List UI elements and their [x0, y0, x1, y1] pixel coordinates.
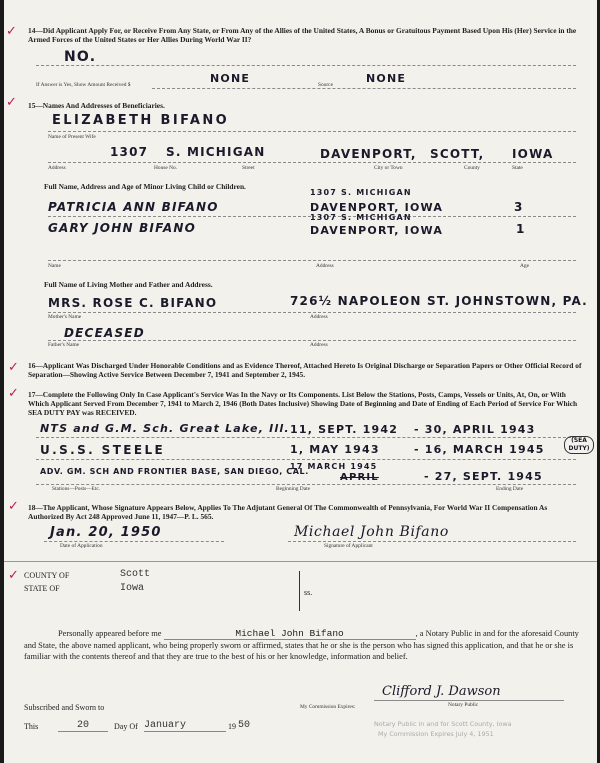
sea-duty-note: (SEA DUTY): [564, 436, 594, 454]
wife-house-number: 1307: [110, 145, 149, 159]
q14-source-label: Source: [318, 82, 333, 88]
year-prefix: 19: [228, 722, 236, 731]
child-1-name: PATRICIA ANN BIFANO: [48, 200, 219, 214]
notary-stamp-line-2: My Commission Expires July 4, 1951: [378, 730, 494, 738]
station-3-end: - 27, SEPT. 1945: [424, 470, 543, 483]
child-2-name: GARY JOHN BIFANO: [48, 221, 197, 235]
station-3-struck: APRIL: [340, 472, 379, 483]
child-1-address-street: 1307 S. MICHIGAN: [310, 188, 412, 197]
q17-text: 17—Complete the Following Only In Case Applicant's Service Was In the Navy or Its Components. List Below the Stations, Posts, Camps, Vessels or Units, At, On, or With Which Applicant Served From December 7, 1941 to March 2, 1946 (Both Dates Inclusive) Showing Date of Beginning and Date of Ending of Each Period of Service For Which SEA DUTY PAY was RECEIVED.: [28, 390, 578, 417]
station-2-begin: 1, MAY 1943: [290, 443, 380, 456]
q14-question: 14—Did Applicant Apply For, or Receive From Any State, or From Any of the Allies of the United States, A Bonus or Gratuitous Payment Based Upon His (Her) Service in the Armed Forces of the United States or Her Allies During World War II?: [28, 26, 577, 44]
beginning-date-label: Beginning Date: [276, 486, 310, 492]
q16-text: 16—Applicant Was Discharged Under Honorable Conditions and as Evidence Thereof, Attached Hereto Is Original Discharge or Separation Papers or Other Official Record of Separation—Showing Active Service Between December 7, 1941 and September 2, 1945.: [28, 361, 582, 379]
notary-body: in and for the aforesaid County and State, the above named applicant, who being properly sworn or affirmed, states that he or she is the person who has signed this application, and that he or she is familiar with the contents thereof and that they are true to the best of his or her knowledge, information and belief.: [24, 629, 579, 661]
q14-amount-value: NONE: [210, 72, 251, 85]
q14-answer: NO.: [64, 49, 97, 65]
applicant-signature-line: [288, 541, 576, 542]
father-line: [48, 340, 576, 341]
child-address-label: Address: [316, 263, 334, 269]
state-value: Iowa: [120, 583, 145, 594]
mother-name: MRS. ROSE C. BIFANO: [48, 296, 218, 310]
city-label: City or Town: [374, 165, 403, 171]
q15-heading: 15—Names And Addresses of Beneficiaries.: [28, 101, 165, 110]
station-1: NTS and G.M. Sch. Great Lake, Ill.: [40, 422, 290, 435]
check-mark-16: ✓: [8, 360, 19, 375]
ss-label: ss.: [304, 588, 313, 597]
child-1-address-city: DAVENPORT, IOWA: [310, 201, 444, 214]
child-2-address-street: 1307 S. MICHIGAN: [310, 213, 412, 222]
child-name-label: Name: [48, 263, 61, 269]
q14-amount-line: [152, 88, 576, 89]
station-2-line: [36, 459, 576, 460]
child-age-label: Age: [520, 263, 529, 269]
applicant-signature-label: Signature of Applicant: [324, 543, 373, 549]
father-address-label: Address: [310, 342, 328, 348]
check-mark-15: ✓: [6, 95, 17, 110]
check-mark-14: ✓: [6, 24, 17, 39]
child-1-age: 3: [514, 200, 524, 214]
station-3-line: [36, 484, 576, 485]
application-date-line: [44, 541, 224, 542]
q14-source-value: NONE: [366, 72, 407, 85]
application-date-label: Date of Application: [60, 543, 103, 549]
wife-name-line: [48, 131, 576, 132]
day-value: 20: [58, 720, 108, 732]
station-3: ADV. GM. SCH AND FRONTIER BASE, SAN DIEGO, CAL.: [40, 467, 309, 476]
appeared-suffix: , a Notary Public: [415, 629, 473, 638]
child-2-age: 1: [516, 222, 526, 236]
station-1-line: [36, 437, 576, 438]
q18-text: 18—The Applicant, Whose Signature Appears Below, Applies To The Adjutant General Of The Commonwealth of Pennsylvania, For World War II Compensation As Authorized By Act 248 Approved June 11, 1947—P. L. 565.: [28, 503, 548, 521]
state-label: State: [512, 165, 523, 171]
wife-name: ELIZABETH BIFANO: [52, 113, 230, 128]
wife-state: IOWA: [512, 147, 554, 161]
station-1-begin: 11, SEPT. 1942: [290, 423, 399, 436]
q14-amount-label: If Answer is Yes, Show Amount Received $: [36, 82, 131, 88]
mother-name-label: Mother's Name: [48, 314, 82, 320]
wife-city: DAVENPORT,: [320, 147, 417, 161]
appeared-prefix: Personally appeared before me: [58, 629, 162, 638]
notary-paragraph: [24, 628, 590, 662]
wife-name-label: Name of Present Wife: [48, 134, 96, 140]
wife-county: SCOTT,: [430, 147, 485, 161]
father-name: DECEASED: [64, 326, 145, 340]
notary-stamp-line-1: Notary Public in and for Scott County, Iowa: [374, 720, 512, 728]
station-2-end: - 16, MARCH 1945: [414, 443, 545, 456]
appeared-name: Michael John Bifano: [164, 628, 416, 640]
county-value: Scott: [120, 569, 151, 580]
county-label: County: [464, 165, 480, 171]
this-label: This: [24, 722, 39, 731]
station-1-end: - 30, APRIL 1943: [414, 423, 536, 436]
mother-address-label: Address: [310, 314, 328, 320]
children-heading: Full Name, Address and Age of Minor Living Child or Children.: [44, 182, 246, 191]
address-label: Address: [48, 165, 66, 171]
application-date: Jan. 20, 1950: [50, 525, 162, 540]
wife-address-line: [48, 162, 576, 163]
state-label: STATE OF: [24, 584, 60, 593]
street-label: Street: [242, 165, 255, 171]
father-name-label: Father's Name: [48, 342, 80, 348]
parents-heading: Full Name of Living Mother and Father and Address.: [44, 280, 213, 289]
month-value: January: [144, 720, 226, 732]
child-2-address-city: DAVENPORT, IOWA: [310, 224, 444, 237]
q14-answer-line: [36, 65, 576, 66]
check-mark-18: ✓: [8, 499, 19, 514]
subscribed-label: Subscribed and Sworn to: [24, 703, 105, 712]
applicant-signature: Michael John Bifano: [294, 524, 449, 540]
check-mark-17: ✓: [8, 386, 19, 401]
mother-address: 726½ NAPOLEON ST. JOHNSTOWN, PA.: [290, 294, 588, 308]
mother-line: [48, 312, 576, 313]
wife-street: S. MICHIGAN: [166, 145, 266, 159]
stations-label: Stations—Posts—Etc.: [52, 486, 101, 492]
station-2: U.S.S. STEELE: [40, 443, 166, 457]
child-2-line: [48, 260, 576, 261]
station-3-begin: 17 MARCH 1945: [290, 462, 378, 471]
year-value: 50: [238, 720, 251, 731]
check-mark-notary: ✓: [8, 568, 19, 583]
house-no-label: House No.: [154, 165, 178, 171]
county-label: COUNTY OF: [24, 571, 70, 580]
section-divider: [4, 561, 597, 562]
day-of-label: Day Of: [114, 722, 138, 731]
commission-label: My Commission Expires:: [300, 704, 356, 710]
ending-date-label: Ending Date: [496, 486, 524, 492]
notary-signature-line: [374, 700, 564, 701]
jurisdiction-bracket: [294, 571, 300, 611]
notary-signature: Clifford J. Dawson: [382, 684, 501, 699]
notary-public-label: Notary Public: [448, 702, 479, 708]
application-page: [4, 0, 597, 763]
